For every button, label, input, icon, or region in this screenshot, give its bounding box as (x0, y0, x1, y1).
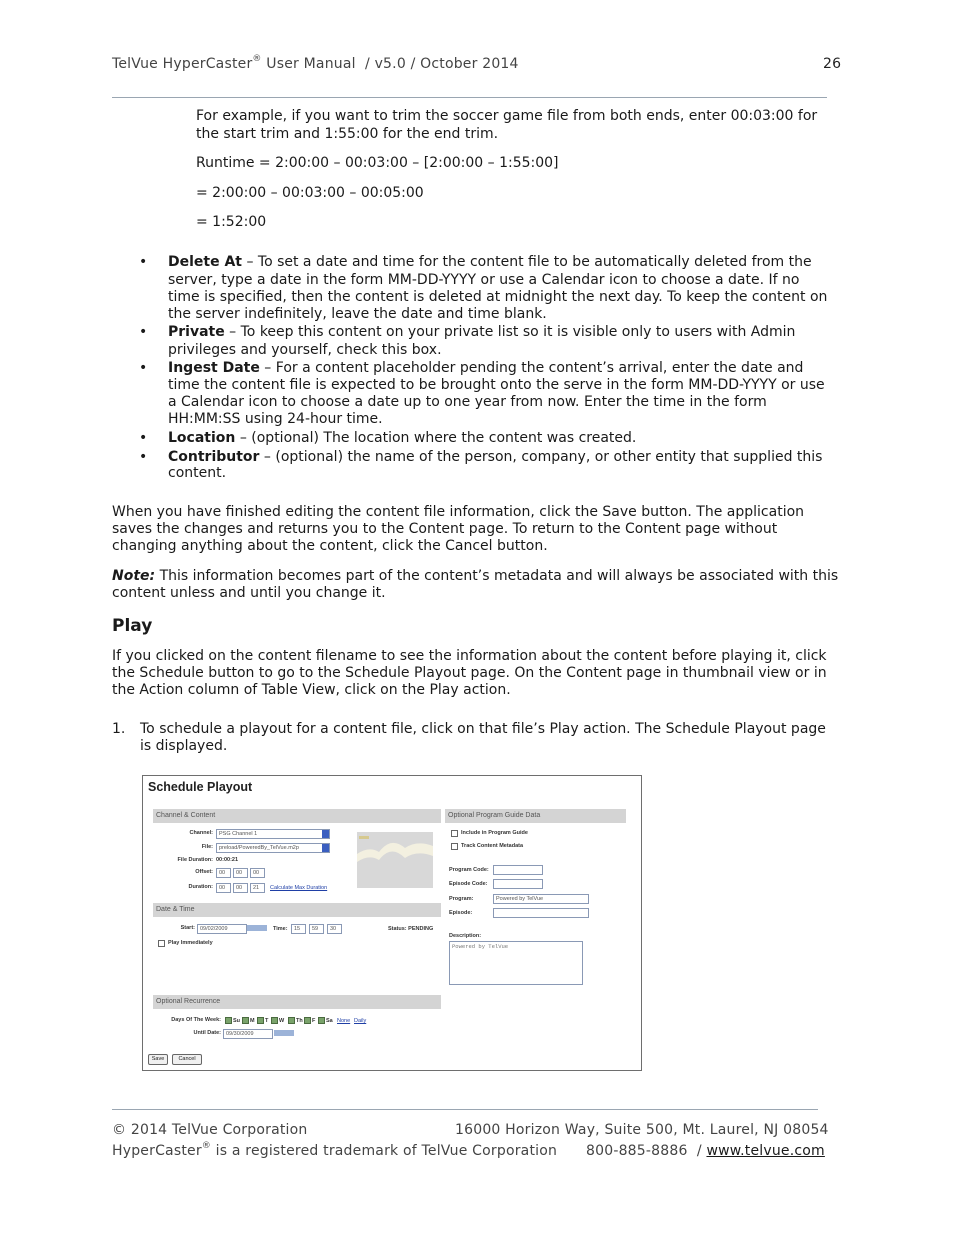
day-label: M (250, 1018, 255, 1024)
file-value: preload/PoweredBy_TelVue.m2p (219, 845, 299, 851)
bullet-term: Contributor (168, 449, 260, 465)
footer-copyright: © 2014 TelVue Corporation (112, 1122, 308, 1138)
bullet-text: content. (168, 465, 227, 481)
runtime-step: = 2:00:00 – 00:03:00 – 00:05:00 (196, 185, 424, 201)
play-paragraph-line: the Schedule button to go to the Schedule Playout page. On the Content page in thumbnail view or in (112, 665, 827, 681)
duration-label: Duration: (188, 884, 213, 890)
day-checkbox-saturday[interactable] (318, 1017, 325, 1024)
offset-label: Offset: (195, 869, 213, 875)
day-label: T (265, 1018, 269, 1024)
footer-trademark (112, 1143, 557, 1159)
include-guide-label: Include in Program Guide (461, 830, 528, 836)
footer-phone: 800-885-8886 / (586, 1143, 707, 1159)
time-hours-input[interactable]: 15 (291, 924, 306, 934)
day-checkbox-sunday[interactable] (225, 1017, 232, 1024)
track-metadata-checkbox[interactable] (451, 843, 458, 850)
footer-divider (112, 1109, 818, 1110)
website-link[interactable]: www.telvue.com (706, 1143, 825, 1159)
schedule-playout-screenshot (142, 775, 642, 1071)
offset-minutes-input[interactable]: 00 (233, 868, 248, 878)
page-header (112, 56, 519, 72)
play-immediately-label: Play Immediately (168, 940, 213, 946)
bullet-text: server, type a date in the form MM-DD-YYYY or use a Calendar icon to choose a date. If no (168, 272, 800, 288)
episode-code-label: Episode Code: (449, 881, 488, 887)
footer-address: 16000 Horizon Way, Suite 500, Mt. Laurel, NJ 08054 (455, 1122, 829, 1138)
list-item (168, 449, 822, 467)
status-value: PENDING (408, 926, 434, 932)
day-checkbox-thursday[interactable] (288, 1017, 295, 1024)
none-link[interactable]: None (337, 1018, 351, 1024)
time-minutes-input[interactable]: 59 (309, 924, 324, 934)
section-program-guide: Optional Program Guide Data (445, 809, 626, 823)
include-guide-checkbox[interactable] (451, 830, 458, 837)
registered-mark: ® (252, 54, 262, 64)
note-text: This information becomes part of the content’s metadata and will always be associated with this (155, 568, 839, 584)
day-label: Su (233, 1018, 241, 1024)
day-checkbox-tuesday[interactable] (257, 1017, 264, 1024)
bullet-text: a Calendar icon to choose a date up to one year from now. Enter the time in the form (168, 394, 767, 410)
bullet-text: privileges and yourself, check this box. (168, 342, 442, 358)
start-date-input[interactable]: 09/02/2009 (197, 924, 247, 934)
section-recurrence: Optional Recurrence (153, 995, 441, 1009)
footer-tm-text: is a registered trademark of TelVue Corporation (210, 1143, 558, 1159)
screenshot-title: Schedule Playout (148, 780, 253, 794)
channel-label: Channel: (189, 830, 213, 836)
section-date-time: Date & Time (153, 903, 441, 917)
day-checkbox-friday[interactable] (304, 1017, 311, 1024)
note-paragraph (112, 568, 838, 586)
duration-hours-input[interactable]: 00 (216, 883, 231, 893)
day-checkbox-wednesday[interactable] (271, 1017, 278, 1024)
list-item (168, 430, 636, 448)
track-metadata-label: Track Content Metadata (461, 843, 524, 849)
channel-select[interactable] (216, 829, 330, 839)
save-paragraph-line: changing anything about the content, click the Cancel button. (112, 538, 548, 554)
bullet-icon: • (139, 449, 148, 465)
bullet-icon: • (139, 324, 148, 340)
bullet-text: – (optional) the name of the person, company, or other entity that supplied this (259, 449, 823, 465)
program-label: Program: (449, 896, 474, 902)
offset-seconds-input[interactable]: 00 (250, 868, 265, 878)
example-line-1: For example, if you want to trim the soccer game file from both ends, enter 00:03:00 for (196, 108, 818, 124)
time-label: Time: (273, 926, 288, 932)
step-number: 1. (112, 721, 126, 737)
bullet-icon: • (139, 430, 148, 446)
file-duration-value: 00:00:21 (216, 857, 239, 863)
bullet-text: HH:MM:SS using 24-hour time. (168, 411, 383, 427)
page-number: 26 (823, 56, 842, 72)
content-thumbnail (357, 832, 433, 888)
file-duration-label: File Duration: (177, 857, 213, 863)
runtime-result: = 1:52:00 (196, 214, 267, 230)
calendar-icon[interactable] (274, 1030, 294, 1036)
file-label: File: (201, 844, 213, 850)
day-label: W (279, 1018, 285, 1024)
until-date-label: Until Date: (193, 1030, 221, 1036)
play-paragraph-line: the Action column of Table View, click on the Play action. (112, 682, 511, 698)
days-of-week-label: Days Of The Week: (171, 1017, 221, 1023)
save-button[interactable]: Save (148, 1054, 168, 1065)
runtime-formula: Runtime = 2:00:00 – 00:03:00 – [2:00:00 – 1:55:00] (196, 155, 559, 171)
step-text: is displayed. (140, 738, 228, 754)
daily-link[interactable]: Daily (354, 1018, 367, 1024)
list-item (168, 254, 812, 272)
program-code-label: Program Code: (449, 867, 489, 873)
example-line-2: the start trim and 1:55:00 for the end trim. (196, 126, 499, 142)
bullet-term: Private (168, 324, 225, 340)
status-label (388, 926, 433, 932)
file-select[interactable] (216, 843, 330, 853)
header-divider (112, 97, 827, 98)
description-textarea[interactable]: Powered by TelVue (449, 941, 583, 985)
list-item (168, 324, 795, 342)
duration-seconds-input[interactable]: 21 (250, 883, 265, 893)
bullet-text: – (optional) The location where the content was created. (235, 430, 637, 446)
time-seconds-input[interactable]: 30 (327, 924, 342, 934)
section-channel-content: Channel & Content (153, 809, 441, 823)
cancel-button[interactable]: Cancel (172, 1054, 202, 1065)
header-subtitle: User Manual / v5.0 / October 2014 (261, 56, 519, 72)
bullet-icon: • (139, 254, 148, 270)
play-immediately-checkbox[interactable] (158, 940, 165, 947)
note-label: Note: (112, 568, 156, 584)
step-text: To schedule a playout for a content file, click on that file’s Play action. The Schedule Playout page (140, 721, 826, 737)
bullet-text: time the content file is expected to be brought onto the serve in the form MM-DD-YYYY or use (168, 377, 825, 393)
section-heading-play: Play (112, 616, 153, 636)
thumbnail-image (357, 832, 433, 888)
note-text: content unless and until you change it. (112, 585, 386, 601)
play-paragraph-line: If you clicked on the content filename to see the information about the content before playing it, click (112, 648, 827, 664)
duration-minutes-input[interactable]: 00 (233, 883, 248, 893)
episode-input[interactable] (493, 908, 589, 918)
footer-tm-name: HyperCaster (112, 1143, 202, 1159)
list-item (168, 360, 803, 378)
description-label: Description: (449, 933, 482, 939)
bullet-text: the server indefinitely, leave the date and time blank. (168, 306, 547, 322)
day-label: Sa (326, 1018, 333, 1024)
bullet-icon: • (139, 360, 148, 376)
program-code-input[interactable] (493, 865, 543, 875)
program-input[interactable]: Powered by TelVue (493, 894, 589, 904)
start-label: Start: (180, 925, 195, 931)
bullet-term: Location (168, 430, 236, 446)
channel-value: PSG Channel 1 (219, 831, 258, 837)
bullet-term: Ingest Date (168, 360, 260, 376)
save-paragraph-line: saves the changes and returns you to the Content page. To return to the Content page without (112, 521, 778, 537)
save-paragraph-line: When you have finished editing the content file information, click the Save button. The application (112, 504, 805, 520)
bullet-text: – To keep this content on your private list so it is visible only to users with Admin (224, 324, 796, 340)
until-date-input[interactable]: 09/30/2009 (223, 1029, 273, 1039)
bullet-text: – To set a date and time for the content file to be automatically deleted from the (242, 254, 812, 270)
bullet-text: time is specified, then the content is deleted at midnight the next day. To keep the content on (168, 289, 828, 305)
episode-label: Episode: (449, 910, 473, 916)
day-checkbox-monday[interactable] (242, 1017, 249, 1024)
bullet-text: – For a content placeholder pending the content’s arrival, enter the date and (259, 360, 804, 376)
status-key: Status: (388, 926, 407, 932)
calculate-max-duration-link[interactable]: Calculate Max Duration (270, 885, 328, 891)
offset-hours-input[interactable]: 00 (216, 868, 231, 878)
registered-mark: ® (201, 1141, 211, 1151)
day-label: Th (296, 1018, 303, 1024)
day-label: F (312, 1018, 316, 1024)
footer-contact (586, 1143, 825, 1159)
episode-code-input[interactable] (493, 879, 543, 889)
header-title: TelVue HyperCaster (112, 56, 253, 72)
calendar-icon[interactable] (247, 925, 267, 931)
bullet-term: Delete At (168, 254, 242, 270)
